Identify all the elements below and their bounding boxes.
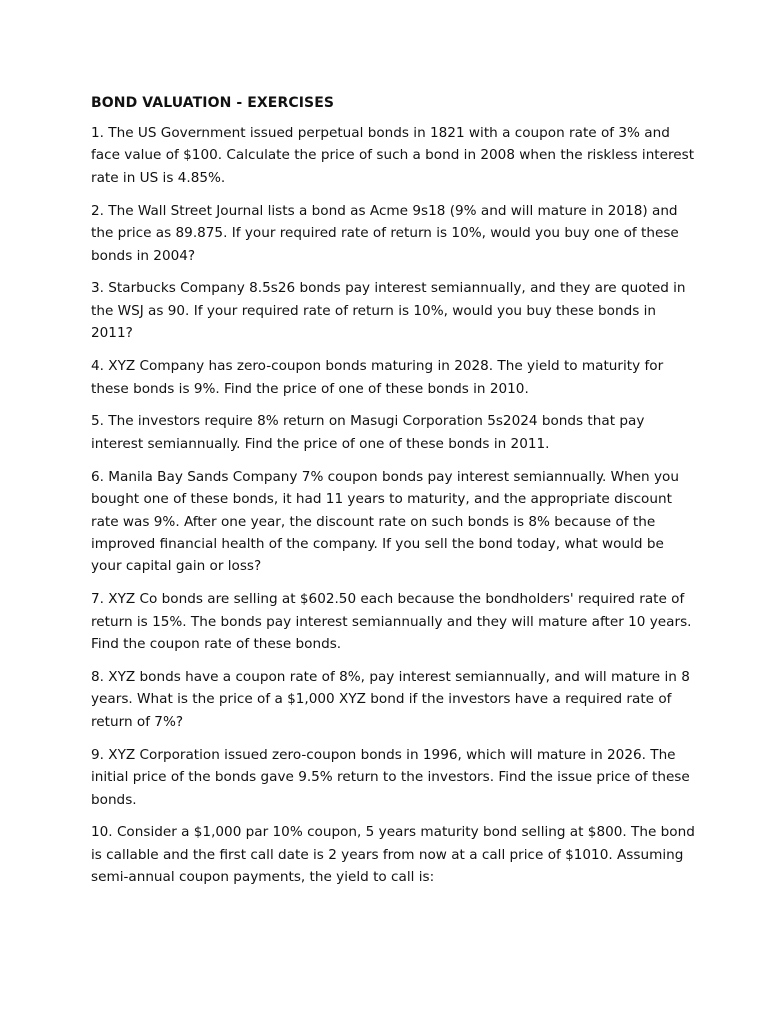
exercise-line: 9. XYZ Corporation issued zero-coupon bonds in 1996, which will mature in 2026. The: [91, 746, 676, 763]
exercise-line: is callable and the first call date is 2 years from now at a call price of $1010. Assuming: [91, 846, 684, 863]
exercise-line: your capital gain or loss?: [91, 558, 262, 575]
exercise-line: semi-annual coupon payments, the yield to call is:: [91, 869, 435, 886]
exercise-line: these bonds is 9%. Find the price of one of these bonds in 2010.: [91, 380, 529, 397]
exercise-8: [91, 666, 690, 733]
exercise-line: bought one of these bonds, it had 11 years to maturity, and the appropriate discount: [91, 491, 672, 508]
exercise-1: [91, 122, 695, 189]
exercise-2: [91, 200, 681, 267]
exercise-line: 4. XYZ Company has zero-coupon bonds maturing in 2028. The yield to maturity for: [91, 358, 664, 375]
exercise-line: face value of $100. Calculate the price of such a bond in 2008 when the riskless interest: [91, 147, 695, 164]
exercise-line: 8. XYZ bonds have a coupon rate of 8%, pay interest semiannually, and will mature in 8: [91, 669, 690, 686]
exercise-line: rate in US is 4.85%.: [91, 169, 226, 186]
exercise-line: 2. The Wall Street Journal lists a bond as Acme 9s18 (9% and will mature in 2018) and: [91, 202, 678, 219]
exercise-line: 6. Manila Bay Sands Company 7% coupon bonds pay interest semiannually. When you: [91, 468, 679, 485]
exercise-line: initial price of the bonds gave 9.5% return to the investors. Find the issue price of these: [91, 769, 690, 786]
exercise-line: 2011?: [91, 325, 133, 342]
document-title: BOND VALUATION - EXERCISES: [91, 95, 335, 111]
exercise-line: bonds.: [91, 791, 137, 808]
exercise-line: interest semiannually. Find the price of one of these bonds in 2011.: [91, 435, 550, 452]
exercise-line: the WSJ as 90. If your required rate of return is 10%, would you buy these bonds in: [91, 302, 657, 319]
exercise-10: [91, 821, 695, 888]
exercise-line: 3. Starbucks Company 8.5s26 bonds pay interest semiannually, and they are quoted in: [91, 280, 686, 297]
exercise-line: 5. The investors require 8% return on Masugi Corporation 5s2024 bonds that pay: [91, 413, 645, 430]
exercise-line: 7. XYZ Co bonds are selling at $602.50 each because the bondholders' required rate of: [91, 591, 685, 608]
exercise-3: [91, 277, 686, 344]
exercise-7: [91, 588, 692, 655]
exercise-9: [91, 744, 690, 811]
exercise-6: [91, 466, 681, 578]
exercise-line: improved financial health of the company. If you sell the bond today, what would be: [91, 536, 664, 552]
exercise-line: return is 15%. The bonds pay interest semiannually and they will mature after 10 years.: [91, 613, 692, 630]
exercise-line: rate was 9%. After one year, the discount rate on such bonds is 8% because of the: [91, 513, 656, 530]
exercise-5: [91, 410, 681, 455]
exercise-line: the price as 89.875. If your required rate of return is 10%, would you buy one of these: [91, 225, 679, 242]
exercise-4: [91, 355, 681, 400]
exercise-line: bonds in 2004?: [91, 247, 196, 264]
exercise-line: return of 7%?: [91, 713, 184, 730]
exercise-line: 1. The US Government issued perpetual bonds in 1821 with a coupon rate of 3% and: [91, 125, 670, 141]
exercise-line: years. What is the price of a $1,000 XYZ bond if the investors have a required rate of: [91, 691, 672, 708]
exercise-line: 10. Consider a $1,000 par 10% coupon, 5 years maturity bond selling at $800. The bond: [91, 824, 695, 841]
document-page: [91, 94, 695, 899]
exercise-line: Find the coupon rate of these bonds.: [91, 636, 342, 653]
